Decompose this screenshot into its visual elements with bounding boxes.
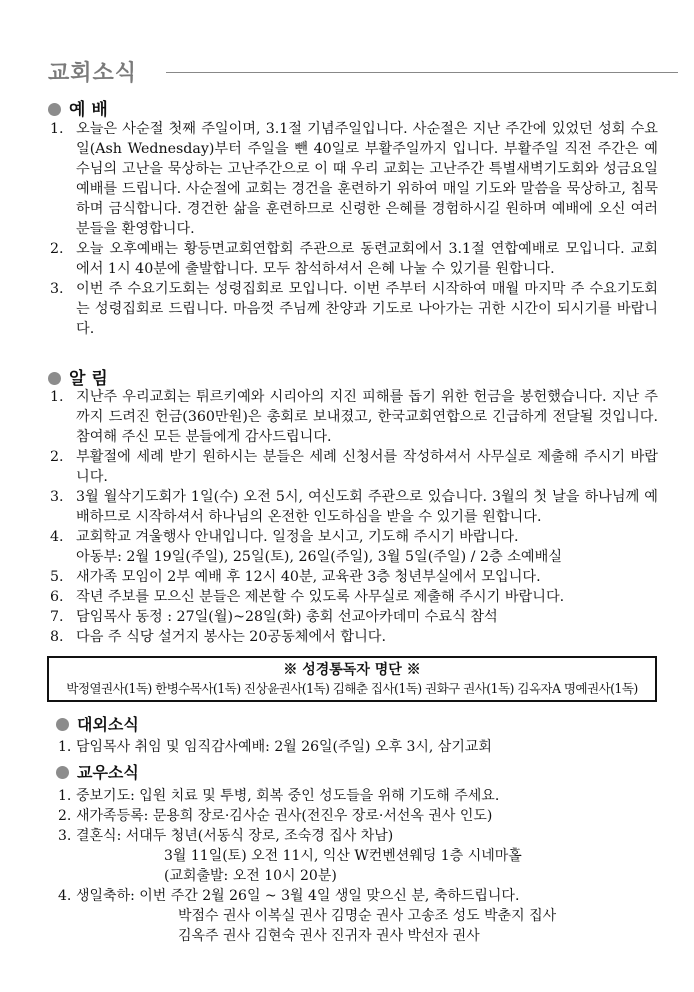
- list-item: [48, 279, 658, 339]
- item-text: 오늘 오후예배는 황등면교회연합회 주관으로 동련교회에서 3.1절 연합예배로 모입니다. 교회에서 1시 40분에 출발합니다. 모두 참석하셔서 은혜 나눌 수 있기를 원합니다.: [76, 241, 658, 277]
- bullet-icon: [56, 718, 69, 731]
- item-number: 4.: [58, 888, 72, 904]
- page-title: 교회소식: [48, 61, 138, 86]
- list-item: [48, 239, 658, 279]
- item-text: 다음 주 식당 설거지 봉사는 20공동체에서 합니다.: [76, 629, 387, 645]
- notice-heading: [48, 364, 108, 389]
- wedding-detail: 3월 11일(토) 오전 11시, 익산 W컨벤션웨딩 1층 시네마홀: [164, 848, 522, 864]
- item-text: 교회학교 겨울행사 안내입니다. 일정을 보시고, 기도해 주시기 바랍니다.: [76, 529, 519, 545]
- item-number: 1.: [58, 739, 72, 755]
- item-text: 새가족 모임이 2부 예배 후 12시 40분, 교육관 3층 청년부실에서 모입니다.: [76, 569, 541, 585]
- bible-reading-names: 박정열권사(1독) 한병수목사(1독) 진상윤권사(1독) 김해춘 집사(1독) 권화구 권사(1독) 김옥자A 명예권사(1독): [66, 681, 638, 696]
- item-number: 8.: [50, 629, 64, 645]
- bullet-icon: [48, 372, 61, 385]
- header: [48, 56, 678, 86]
- list-item: [48, 607, 658, 627]
- list-item: [48, 627, 658, 647]
- item-number: 1.: [50, 121, 64, 137]
- worship-list: [48, 119, 658, 339]
- item-number: 3.: [50, 489, 64, 505]
- schedule-detail: 아동부: 2월 19일(주일), 25일(토), 26일(주일), 3월 5일(주일) / 2층 소예배실: [76, 549, 563, 565]
- list-item: [56, 826, 656, 886]
- list-item: [48, 527, 658, 567]
- item-text: 담임목사 동정 : 27일(월)~28일(화) 총회 선교아카데미 수료식 참석: [76, 609, 498, 625]
- list-item: [56, 786, 656, 806]
- list-item: [48, 487, 658, 527]
- title-divider: [166, 72, 678, 73]
- wedding-departure: (교회출발: 오전 10시 20분): [164, 868, 337, 884]
- list-item: [48, 387, 658, 447]
- birthday-names-line: 김옥주 권사 김현숙 권사 진귀자 권사 박선자 권사: [178, 928, 480, 944]
- list-item: [48, 587, 658, 607]
- worship-heading: [48, 95, 108, 120]
- item-text: 이번 주 수요기도회는 성령집회로 모입니다. 이번 주부터 시작하여 매월 마지막 주 수요기도회는 성령집회로 드립니다. 마음껏 주님께 찬양과 기도로 나아가는 귀한 시간이 되시기를 바랍니다.: [76, 281, 658, 337]
- notice-list: [48, 387, 658, 647]
- bible-reading-title: ※ 성경통독자 명단 ※: [283, 662, 421, 678]
- external-heading: [56, 712, 139, 735]
- list-item: [48, 447, 658, 487]
- item-text: 지난주 우리교회는 튀르키예와 시리아의 지진 피해를 돕기 위한 헌금을 봉헌했습니다. 지난 주까지 드려진 헌금(360만원)은 총회로 보내졌고, 한국교회연합으로 긴급하게 전달될 것입니다. 참여해 주신 모든 분들에게 감사드립니다.: [76, 389, 658, 445]
- bullet-icon: [48, 103, 61, 116]
- members-list: [56, 786, 656, 946]
- item-number: 7.: [50, 609, 64, 625]
- item-number: 3.: [58, 828, 72, 844]
- external-heading-text: 대외소식: [77, 715, 139, 734]
- list-item: [56, 886, 656, 946]
- bullet-icon: [56, 766, 69, 779]
- members-heading: [56, 760, 139, 783]
- item-number: 2.: [50, 241, 64, 257]
- item-text: 생일축하: 이번 주간 2월 26일 ~ 3월 4일 생일 맞으신 분, 축하드립니다.: [76, 888, 520, 904]
- item-text: 중보기도: 입원 치료 및 투병, 회복 중인 성도들을 위해 기도해 주세요.: [76, 788, 500, 804]
- item-text: 작년 주보를 모으신 분들은 제본할 수 있도록 사무실로 제출해 주시기 바랍니다.: [76, 589, 565, 605]
- notice-heading-text: 알 림: [69, 369, 108, 389]
- item-text: 오늘은 사순절 첫째 주일이며, 3.1절 기념주일입니다. 사순절은 지난 주간에 있었던 성회 수요일(Ash Wednesday)부터 주일을 뺀 40일로 부활주일까지 입니다. 부활주일 직전 주간은 예수님의 고난을 묵상하는 고난주간으로 이 때 우리 교회는 고난주간 특별새벽기도회와 성금요일 예배를 드립니다. 사순절에 교회는 경건을 훈련하기 위하여 매일 기도와 말씀을 묵상하고, 침묵하며 금식합니다. 경건한 삶을 훈련하므로 신령한 은혜를 경험하시길 원하며 예배에 오신 여러분들을 환영합니다.: [76, 121, 658, 237]
- item-number: 3.: [50, 281, 64, 297]
- list-item: [56, 806, 656, 826]
- item-number: 2.: [58, 808, 72, 824]
- list-item: [48, 567, 658, 587]
- item-number: 2.: [50, 449, 64, 465]
- item-text: 결혼식: 서대두 청년(서동식 장로, 조숙경 집사 차남): [76, 828, 394, 844]
- members-heading-text: 교우소식: [77, 763, 139, 782]
- item-number: 5.: [50, 569, 64, 585]
- item-number: 1.: [50, 389, 64, 405]
- external-list: [56, 737, 656, 757]
- list-item: [48, 119, 658, 239]
- item-number: 1.: [58, 788, 72, 804]
- item-text: 3월 월삭기도회가 1일(수) 오전 5시, 여신도회 주관으로 있습니다. 3월의 첫 날을 하나님께 예배하므로 시작하셔서 하나님의 온전한 인도하심을 받을 수 있기를 원합니다.: [76, 489, 658, 525]
- worship-heading-text: 예 배: [69, 100, 108, 120]
- bible-reading-box: [47, 656, 657, 702]
- item-number: 6.: [50, 589, 64, 605]
- item-text: 새가족등록: 문용희 장로·김사순 권사(전진우 장로·서선옥 권사 인도): [76, 808, 493, 824]
- list-item: [56, 737, 656, 757]
- item-text: 담임목사 취임 및 임직감사예배: 2월 26일(주일) 오후 3시, 삼기교회: [76, 739, 492, 755]
- item-number: 4.: [50, 529, 64, 545]
- birthday-names-line: 박점수 권사 이복실 권사 김명순 권사 고송조 성도 박춘지 집사: [178, 908, 557, 924]
- item-text: 부활절에 세례 받기 원하시는 분들은 세례 신청서를 작성하셔서 사무실로 제출해 주시기 바랍니다.: [76, 449, 658, 485]
